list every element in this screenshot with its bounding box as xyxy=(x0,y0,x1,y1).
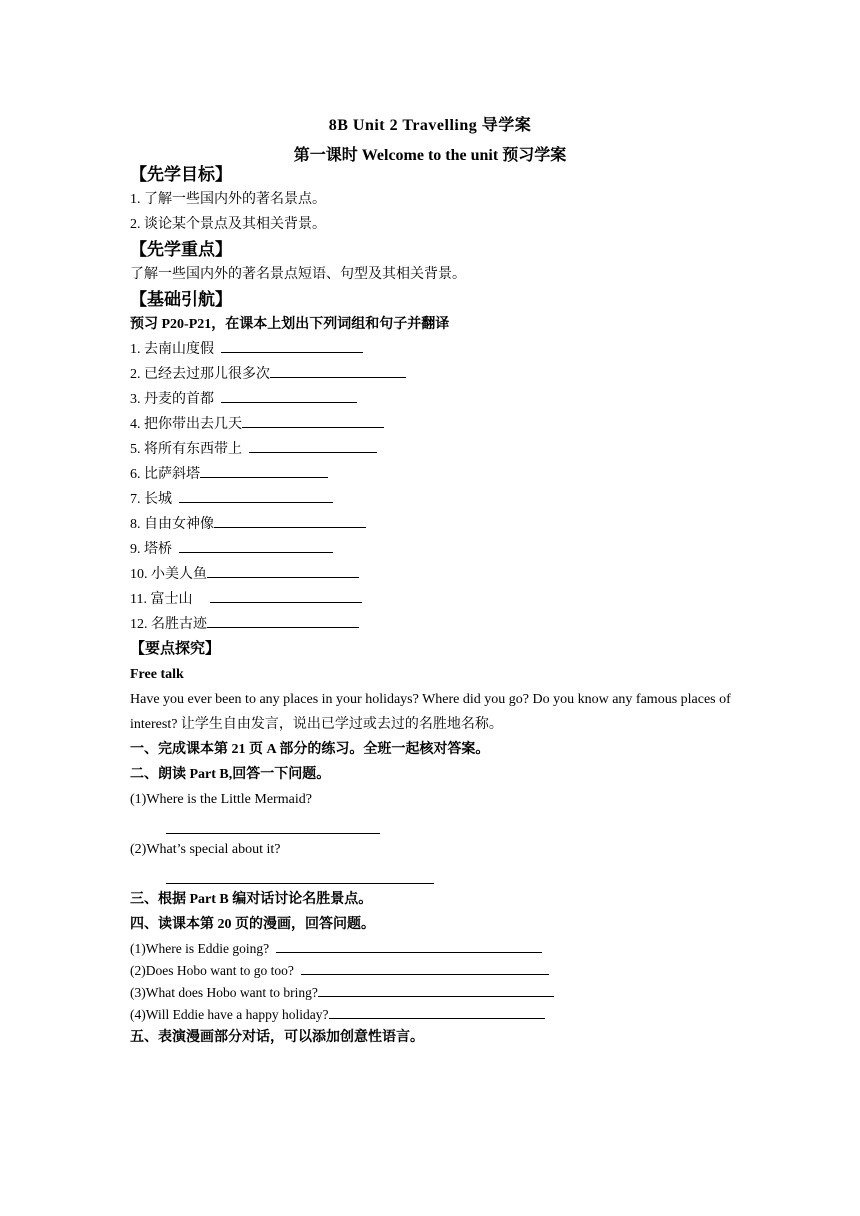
vocab-item-5 xyxy=(130,437,740,462)
answer-line-1 xyxy=(130,812,740,837)
vocab-label: 8. 自由女神像 xyxy=(130,517,214,532)
comic-question-text: (3)What does Hobo want to bring? xyxy=(130,985,318,1000)
vocab-item-6 xyxy=(130,462,740,487)
vocab-item-3 xyxy=(130,387,740,412)
vocab-label: 11. 富士山 xyxy=(130,592,193,607)
vocab-item-11 xyxy=(130,587,740,612)
answer-blank[interactable] xyxy=(207,562,359,578)
answer-blank[interactable] xyxy=(318,981,554,997)
vocab-label: 9. 塔桥 xyxy=(130,542,172,557)
vocab-item-8 xyxy=(130,512,740,537)
vocab-item-7 xyxy=(130,487,740,512)
answer-blank[interactable] xyxy=(214,512,366,528)
explore-heading: 【要点探究】 xyxy=(130,641,221,657)
answer-line-2 xyxy=(130,862,740,887)
comic-question-text: (4)Will Eddie have a happy holiday? xyxy=(130,1007,329,1022)
answer-blank[interactable] xyxy=(200,462,328,478)
step-5: 五、表演漫画部分对话，可以添加创意性语言。 xyxy=(130,1030,424,1045)
step-4: 四、读课本第 20 页的漫画，回答问题。 xyxy=(130,917,375,932)
free-talk-label: Free talk xyxy=(130,667,184,682)
vocab-label: 12. 名胜古迹 xyxy=(130,617,207,632)
answer-blank[interactable] xyxy=(166,818,380,834)
comic-question-3 xyxy=(130,981,740,1003)
answer-blank[interactable] xyxy=(166,868,434,884)
free-talk-text: Have you ever been to any places in your holidays? Where did you go? Do you know any famous places of interest? 让学生自由发言，说出已学过或去过的名胜地名称。 xyxy=(130,692,731,732)
comic-question-text: (2)Does Hobo want to go too? xyxy=(130,963,294,978)
guide-heading: 【基础引航】 xyxy=(130,290,232,309)
vocab-label: 5. 将所有东西带上 xyxy=(130,442,242,457)
goal-item: 1. 了解一些国内外的著名景点。 xyxy=(130,192,326,207)
answer-blank[interactable] xyxy=(221,337,363,353)
comic-question-1 xyxy=(130,937,740,959)
vocab-item-10 xyxy=(130,562,740,587)
step-2: 二、朗读 Part B,回答一下问题。 xyxy=(130,767,331,782)
step-3: 三、根据 Part B 编对话讨论名胜景点。 xyxy=(130,892,373,907)
answer-blank[interactable] xyxy=(270,362,406,378)
vocab-label: 6. 比萨斜塔 xyxy=(130,467,200,482)
vocab-item-1 xyxy=(130,337,740,362)
vocab-item-12 xyxy=(130,612,740,637)
goals-heading: 【先学目标】 xyxy=(130,165,232,184)
answer-blank[interactable] xyxy=(242,412,384,428)
comic-question-text: (1)Where is Eddie going? xyxy=(130,941,270,956)
answer-blank[interactable] xyxy=(179,487,333,503)
vocab-label: 2. 已经去过那儿很多次 xyxy=(130,367,270,382)
vocab-item-4 xyxy=(130,412,740,437)
answer-blank[interactable] xyxy=(210,587,362,603)
answer-blank[interactable] xyxy=(329,1003,545,1019)
vocab-item-2 xyxy=(130,362,740,387)
answer-blank[interactable] xyxy=(179,537,333,553)
worksheet-content xyxy=(130,162,740,1050)
focus-text: 了解一些国内外的著名景点短语、句型及其相关背景。 xyxy=(130,267,466,282)
page-subtitle: 第一课时 Welcome to the unit 预习学案 xyxy=(293,147,567,164)
step-2-question-2: (2)What’s special about it? xyxy=(130,842,281,857)
vocab-label: 3. 丹麦的首都 xyxy=(130,392,214,407)
vocab-label: 7. 长城 xyxy=(130,492,172,507)
vocab-label: 10. 小美人鱼 xyxy=(130,567,207,582)
answer-blank[interactable] xyxy=(221,387,357,403)
answer-blank[interactable] xyxy=(301,959,549,975)
guide-instruction: 预习 P20-P21，在课本上划出下列词组和句子并翻译 xyxy=(130,317,450,332)
answer-blank[interactable] xyxy=(249,437,377,453)
step-1: 一、完成课本第 21 页 A 部分的练习。全班一起核对答案。 xyxy=(130,742,490,757)
answer-blank[interactable] xyxy=(207,612,359,628)
step-2-question-1: (1)Where is the Little Mermaid? xyxy=(130,792,312,807)
page-title: 8B Unit 2 Travelling 导学案 xyxy=(328,117,532,134)
goal-item: 2. 谈论某个景点及其相关背景。 xyxy=(130,217,326,232)
vocab-label: 4. 把你带出去几天 xyxy=(130,417,242,432)
comic-question-4 xyxy=(130,1003,740,1025)
answer-blank[interactable] xyxy=(276,937,542,953)
vocab-item-9 xyxy=(130,537,740,562)
vocab-label: 1. 去南山度假 xyxy=(130,342,214,357)
comic-question-2 xyxy=(130,959,740,981)
focus-heading: 【先学重点】 xyxy=(130,240,232,259)
